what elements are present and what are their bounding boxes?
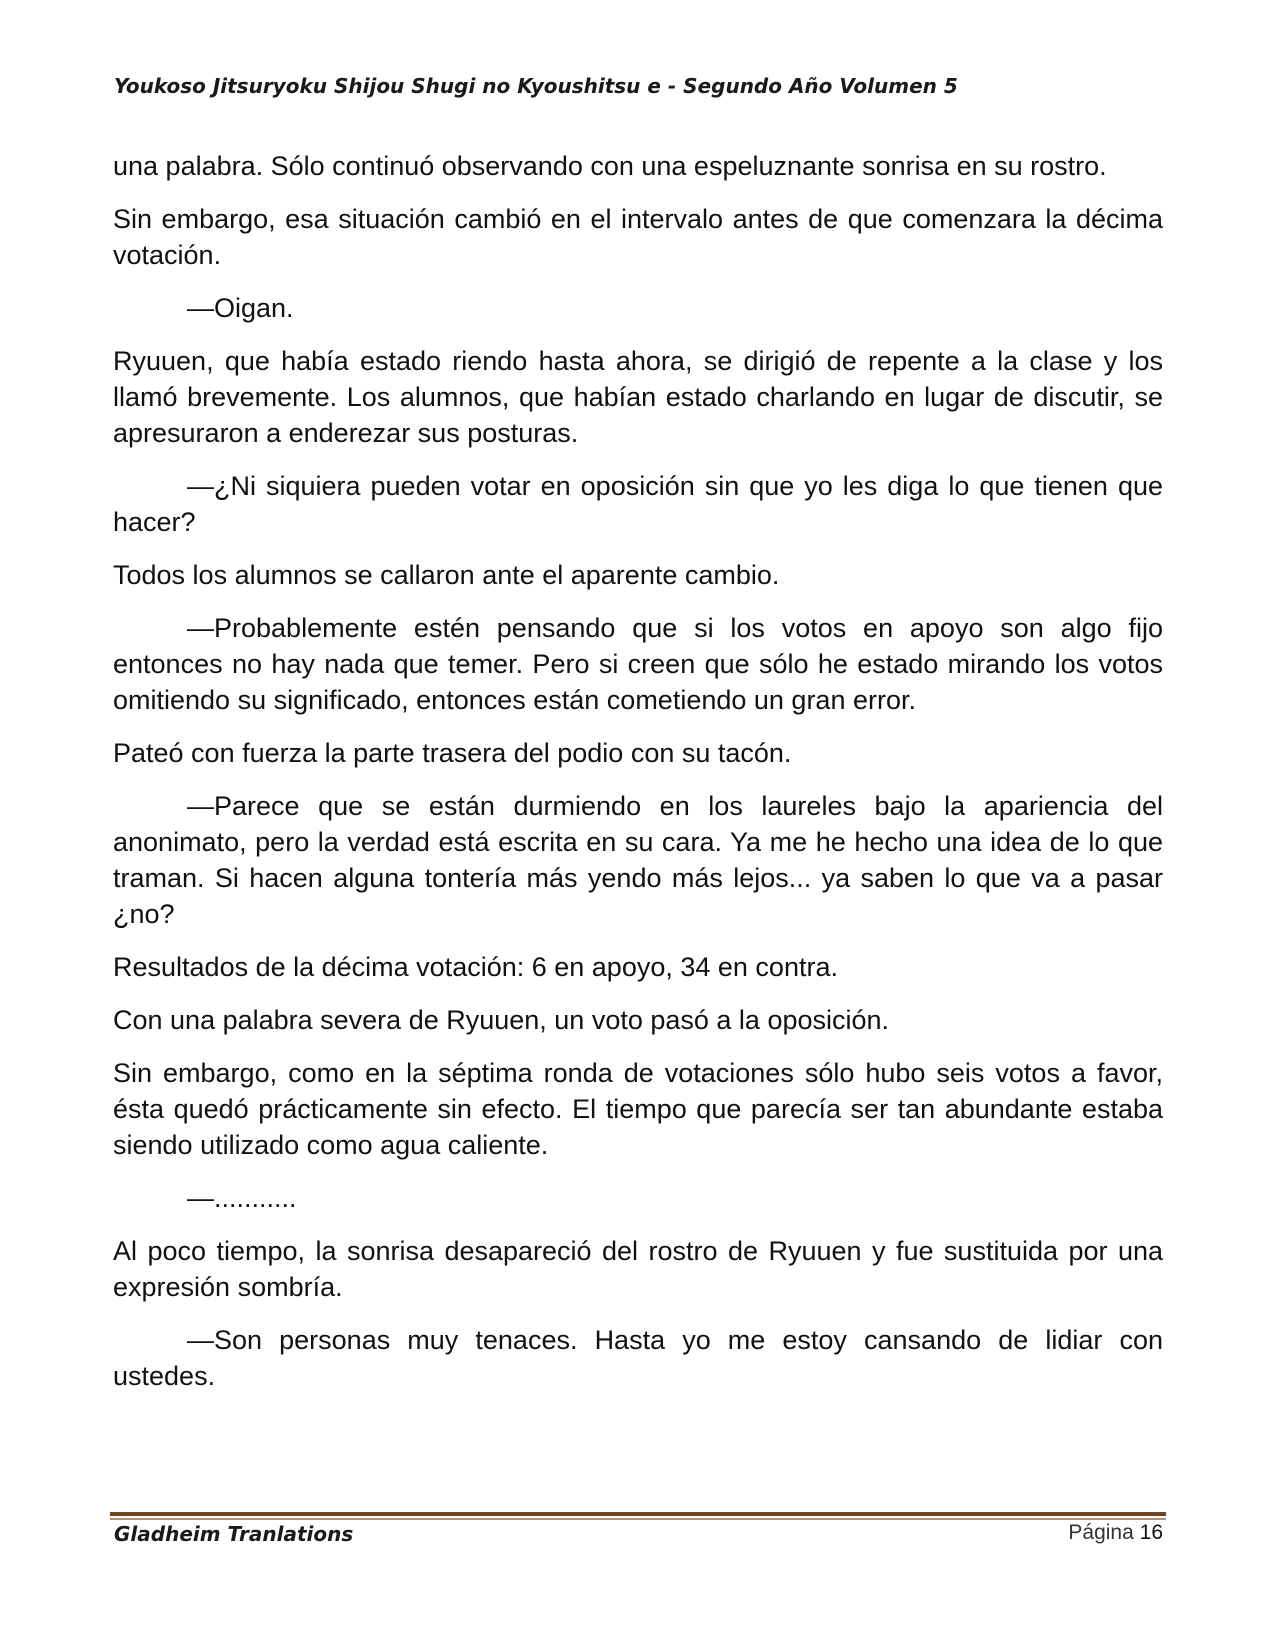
dialogue-1: —Oigan.	[187, 293, 294, 323]
paragraph-5: Pateó con fuerza la parte trasera del podio con su tacón.	[113, 738, 792, 768]
footer-divider-thin	[110, 1518, 1166, 1520]
paragraph-4: Todos los alumnos se callaron ante el aparente cambio.	[113, 560, 780, 590]
paragraph-2: Sin embargo, esa situación cambió en el intervalo antes de que comenzara la décima votación.	[113, 204, 1163, 270]
running-header: Youkoso Jitsuryoku Shijou Shugi no Kyoushitsu e - Segundo Año Volumen 5	[114, 74, 958, 98]
paragraph-1: una palabra. Sólo continuó observando con una espeluznante sonrisa en su rostro.	[113, 151, 1107, 181]
page-body	[113, 148, 1163, 1411]
page-label: Página	[1068, 1521, 1134, 1544]
paragraph-6: Resultados de la décima votación: 6 en apoyo, 34 en contra.	[113, 952, 838, 982]
footer-divider	[110, 1512, 1166, 1520]
dialogue-2: —¿Ni siquiera pueden votar en oposición sin que yo les diga lo que tienen que hacer?	[113, 471, 1163, 537]
dialogue-3: —Probablemente estén pensando que si los votos en apoyo son algo fijo entonces no hay nada que temer. Pero si creen que sólo he estado mirando los votos omitiendo su significado, entonces están cometiendo un gran error.	[113, 613, 1163, 715]
dialogue-5: —...........	[187, 1183, 297, 1213]
paragraph-3: Ryuuen, que había estado riendo hasta ahora, se dirigió de repente a la clase y los llamó brevemente. Los alumnos, que habían estado charlando en lugar de discutir, se apresuraron a enderezar sus posturas.	[113, 346, 1163, 448]
page-number-value: 16	[1139, 1521, 1163, 1544]
paragraph-9: Al poco tiempo, la sonrisa desapareció del rostro de Ryuuen y fue sustituida por una expresión sombría.	[113, 1236, 1163, 1302]
footer-divider-thick	[110, 1512, 1166, 1516]
dialogue-4: —Parece que se están durmiendo en los laureles bajo la apariencia del anonimato, pero la verdad está escrita en su cara. Ya me he hecho una idea de lo que traman. Si hacen alguna tontería más yendo más lejos... ya saben lo que va a pasar ¿no?	[113, 791, 1163, 929]
dialogue-6: —Son personas muy tenaces. Hasta yo me estoy cansando de lidiar con ustedes.	[113, 1325, 1163, 1391]
paragraph-7: Con una palabra severa de Ryuuen, un voto pasó a la oposición.	[113, 1005, 890, 1035]
paragraph-8: Sin embargo, como en la séptima ronda de votaciones sólo hubo seis votos a favor, ésta quedó prácticamente sin efecto. El tiempo que parecía ser tan abundante estaba siendo utilizado como agua caliente.	[113, 1058, 1163, 1160]
footer-credit: Gladheim Tranlations	[114, 1522, 354, 1546]
page-number	[1068, 1521, 1163, 1545]
